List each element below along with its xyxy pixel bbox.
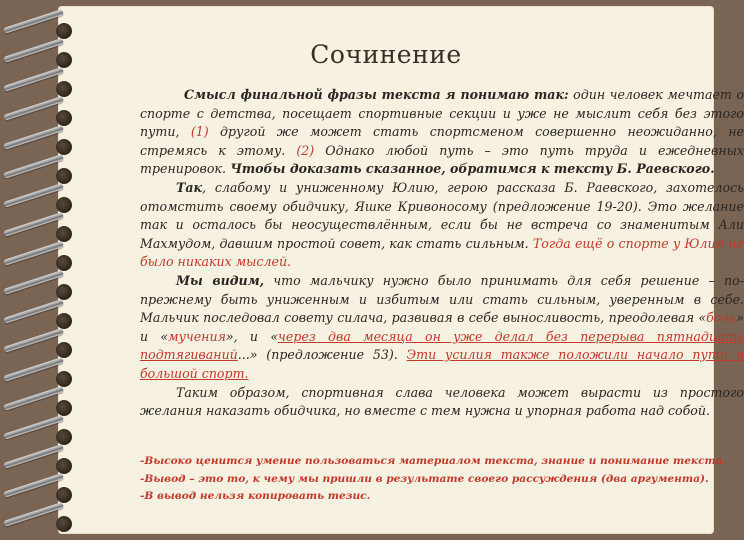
quote-pullups: через два месяца он уже делал без перерыва пятнадцать подтягиваний: [140, 328, 744, 363]
highlight-conclusion: Эти усилия также положили начало пути в большой спорт.: [140, 347, 744, 381]
quote-torment: мучения: [168, 328, 226, 344]
spiral-ring-icon: [4, 225, 76, 245]
spiral-ring-icon: [4, 312, 76, 332]
spiral-ring-icon: [4, 138, 76, 158]
marker-2: (2): [296, 142, 315, 158]
spiral-ring-icon: [4, 399, 76, 419]
note-item: -Высоко ценится умение пользоваться материалом текста, знание и понимание текста.: [140, 455, 727, 467]
paragraph-1: Смысл финальной фразы текста я понимаю так: один человек мечтает о спорте с детства, посещает спортивные секции и уже не мыслит себя без этого пути, (1) другой же может стать спортсменом совершенно неожиданно, не стремясь к этому. (2) Однако любой путь – это путь труда и ежедневных тренировок. Чтобы доказать сказанное, обратимся к тексту Б. Раевского.: [140, 87, 744, 177]
note-item: -Вывод – это то, к чему мы пришли в результате своего рассуждения (два аргумента).: [140, 472, 709, 485]
page-title: Сочинение: [310, 40, 462, 69]
marker-1: (1): [190, 124, 209, 140]
spiral-ring-icon: [4, 283, 76, 303]
spiral-ring-icon: [4, 167, 76, 187]
paragraph-3: Мы видим, что мальчику нужно было принимать для себя решение – по-прежнему быть униженным и избитым или стать сильным, уверенным в себе. Мальчик последовал совету силача, развивая в себе выносливость, преодолевая «боль» и «мучения», и «через два месяца он уже делал без перерыва пятнадцать подтягиваний...» (предложение 53). Эти усилия также положили начало пути в большой спорт.: [140, 272, 744, 381]
spiral-ring-icon: [4, 196, 76, 216]
spiral-ring-icon: [4, 457, 76, 477]
spiral-ring-icon: [4, 341, 76, 361]
spiral-ring-icon: [4, 51, 76, 71]
spiral-ring-icon: [4, 109, 76, 129]
spiral-ring-icon: [4, 486, 76, 506]
spiral-ring-icon: [4, 428, 76, 448]
paragraph-conclusion: Таким образом, спортивная слава человека может вырасти из простого желания наказать обидчика, но вместе с тем нужна и упорная работа над собой.: [140, 384, 744, 419]
spiral-ring-icon: [4, 254, 76, 274]
essay-body: [140, 86, 744, 421]
thesis-lead: Смысл финальной фразы текста я понимаю так:: [184, 87, 569, 102]
note-item: -В вывод нельзя копировать тезис.: [140, 490, 371, 503]
quote-pain: боль: [706, 310, 737, 326]
notes-list: [140, 453, 744, 506]
paragraph-2: Так, слабому и униженному Юлию, герою рассказа Б. Раевского, захотелось отомстить своему обидчику, Яшке Кривоносому (предложение 19-20). Это желание так и осталось бы неосуществлённым, если бы не встреча со знаменитым Али Махмудом, давшим простой совет, как стать сильным. Тогда ещё о спорте у Юлия не было никаких мыслей.: [140, 179, 744, 270]
spiral-ring-icon: [4, 22, 76, 42]
highlight-sentence: Тогда ещё о спорте у Юлия не было никаких мыслей.: [140, 235, 744, 270]
notebook-page: [58, 6, 744, 534]
transition-sentence: Чтобы доказать сказанное, обратимся к тексту Б. Раевского.: [225, 161, 715, 177]
spiral-ring-icon: [4, 515, 76, 535]
spiral-ring-icon: [4, 80, 76, 100]
spiral-ring-icon: [4, 370, 76, 390]
